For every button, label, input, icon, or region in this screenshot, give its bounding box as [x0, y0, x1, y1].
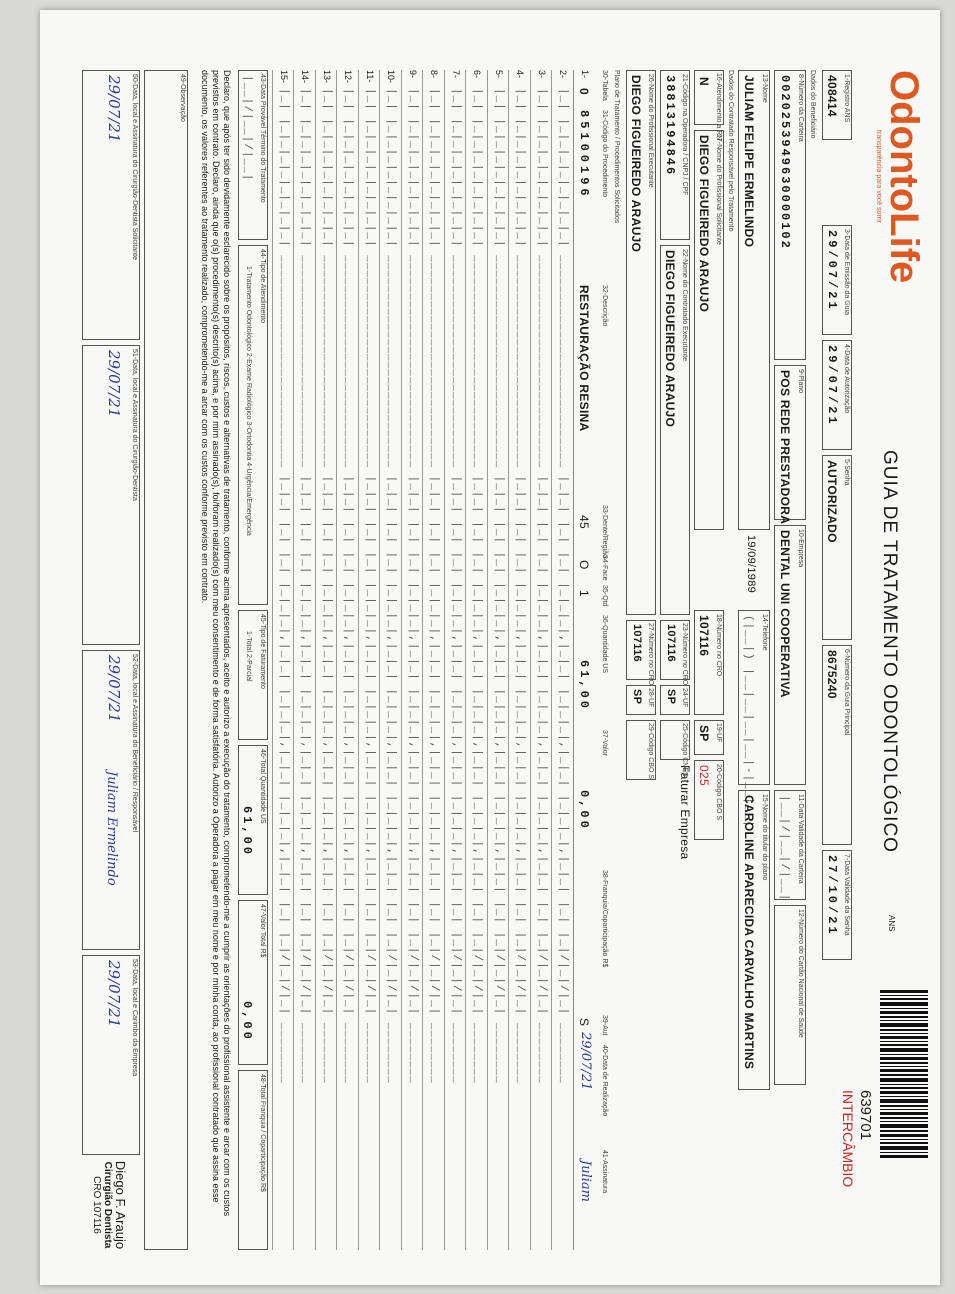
- section-contratado: Dados do Contratado Responsável pelo Tratamento: [727, 70, 734, 232]
- cnes-box[interactable]: 25-Código CNES: [660, 720, 690, 760]
- row-number: 7-: [451, 70, 461, 79]
- titular-box[interactable]: 15-Nome do titular do plano CAROLINE APARECIDA CARVALHO MARTINS: [738, 790, 770, 1090]
- table-row[interactable]: [530, 70, 551, 1250]
- declaracao-text: Declaro, que após ter sido devidamente esclarecido sobre os propósitos, riscos, custos e alternativas de tratamento, conforme acima apresentados, aceito e autorizo a execução do tratamento, comprometendo-me a cumprir as orientações do profissional assistente e arcar com os custos previstos em contrato. Declaro, ainda que o(s) procedimento(s) descrito(s) acima, e por mim assinado(s), foi/foram realizado(s) com meu consentimento e de forma satisfatória. Autorizo a Operadora a pagar em meu nome e por minha conta, ao profissional contratado que assina esse documento, os valores referentes ao tratamento realizado, comprometendo-me a arcar com os custos conforme previsto em contrato.: [200, 70, 232, 1217]
- validade-senha-box[interactable]: 7-Data Validade da Senha 27/10/21: [822, 850, 852, 960]
- sig50-box[interactable]: 50-Data, local e Assinatura do Cirurgião-Dentista Solicitante 29/07/21: [82, 70, 140, 340]
- uf3-box[interactable]: 28-UF SP: [626, 685, 656, 715]
- row-cells: |_| |_|_|_|_|_|_|_|_| ____________________________ |_|_| |_| |_| |_|_|_|,|_|_| |_|_|_|,|_|_| |_|_|_|,|_|_| |_| |_|/|_|/|_| ________: [364, 88, 376, 1084]
- row-cells: |_| |_|_|_|_|_|_|_|_| ____________________________ |_|_| |_| |_| |_|_|_|,|_|_| |_|_|_|,|_|_| |_|_|_|,|_|_| |_| |_|/|_|/|_| ________: [321, 88, 333, 1084]
- table-row[interactable]: [552, 70, 573, 1250]
- carteira-box[interactable]: 8-Número da Carteira 0020253949630000102: [774, 70, 806, 360]
- codigo-operadora-box[interactable]: 21-Código na Operadora / CNPJ / CPF 38813194846: [660, 70, 690, 240]
- row-cells: |_| |_|_|_|_|_|_|_|_| ____________________________ |_|_| |_| |_| |_|_|_|,|_|_| |_|_|_|,|_|_| |_|_|_|,|_|_| |_| |_|/|_|/|_| ________: [428, 88, 441, 1084]
- row-number: 3-: [537, 70, 547, 79]
- row-number: 2-: [558, 70, 569, 79]
- empresa-box[interactable]: 10-Empresa DENTAL UNI COOPERATIVA: [774, 525, 806, 785]
- table-row[interactable]: [423, 70, 444, 1250]
- table-row[interactable]: [315, 70, 336, 1250]
- table-row[interactable]: [444, 70, 465, 1250]
- ans-mark: ANS: [887, 915, 896, 932]
- row-cells: |_| |_|_|_|_|_|_|_|_| ____________________________ |_|_| |_| |_| |_|_|_|,|_|_| |_|_|_|,|_|_| |_|_|_|,|_|_| |_| |_|/|_|/|_| ________: [450, 88, 462, 1084]
- row-cells: |_| |_|_|_|_|_|_|_|_| ____________________________ |_|_| |_| |_| |_|_|_|,|_|_| |_|_|_|,|_|_| |_|_|_|,|_|_| |_| |_|/|_|/|_| ________: [342, 88, 355, 1084]
- sig51-box[interactable]: 51-Data, local e Assinatura do Cirurgião-Dentista 29/07/21: [82, 345, 140, 645]
- dentist-stamp: Diego F. Araujo Cirurgião Dentista CRO 107116: [91, 1160, 128, 1250]
- table-row[interactable]: [466, 70, 487, 1250]
- row-number: 8-: [429, 70, 440, 79]
- table-header: 30-Tabela 31-Código do Procedimento 32-Descrição 33-Dente/Região 34-Face 35-Qtd 36-Quantidade US 37-Valor 38-Franquia/Coparticipação R$ 39-Aut 40-Data de Realização 41-Assinatura: [601, 70, 608, 1194]
- rotated-form: [40, 10, 940, 1285]
- row-number: 5-: [494, 70, 504, 79]
- tipo-faturamento-box[interactable]: 45-Tipo de Faturamento 1-Total 2-Parcial: [238, 610, 268, 740]
- row-cells: |_| |_|_|_|_|_|_|_|_| ____________________________ |_|_| |_| |_| |_|_|_|,|_|_| |_|_|_|,|_|_| |_|_|_|,|_|_| |_| |_|/|_|/|_| ________: [471, 88, 484, 1084]
- row-cells: |_| |_|_|_|_|_|_|_|_| ____________________________ |_|_| |_| |_| |_|_|_|,|_|_| |_|_|_|,|_|_| |_|_|_|,|_|_| |_| |_|/|_|/|_| ________: [407, 88, 419, 1084]
- table-row[interactable]: [272, 70, 293, 1250]
- contratado-exec-box[interactable]: 22-Nome do Contratado Executante DIEGO FIGUEIREDO ARAUJO: [660, 245, 690, 615]
- validade-carteira-box[interactable]: 11-Data Validade da Carteira |__|/|__|/|__|: [774, 790, 806, 900]
- termino-box[interactable]: 43-Data Provável Término do Tratamento |__|/|__|/|__|: [238, 70, 268, 240]
- cro2-box[interactable]: 23-Número no CRO 107116: [660, 620, 690, 680]
- data-emissao-box[interactable]: 3-Data de Emissão da Guia 29/07/21: [822, 225, 852, 335]
- senha-box[interactable]: 5-Senha AUTORIZADO: [822, 455, 852, 640]
- row-number: 11-: [365, 70, 375, 83]
- cns-box[interactable]: 12-Número do Cartão Nacional de Saúde: [774, 905, 806, 1085]
- observacao-box[interactable]: 49-Observação: [144, 70, 188, 1250]
- table-row[interactable]: [487, 70, 508, 1250]
- rn-box[interactable]: 16-Atendimento a RN N: [694, 70, 724, 125]
- registro-ans-box: 1-Registro ANS 408414: [822, 70, 852, 140]
- row-number: 13-: [322, 70, 332, 84]
- row-cells: |_| |_|_|_|_|_|_|_|_| ____________________________ |_|_| |_| |_| |_|_|_|,|_|_| |_|_|_|,|_|_| |_|_|_|,|_|_| |_| |_|/|_|/|_| ________: [536, 88, 548, 1084]
- table-row[interactable]: [509, 70, 530, 1250]
- row-number: 4-: [515, 70, 526, 79]
- uf-box[interactable]: 19-UF SP: [694, 720, 724, 755]
- plano-box[interactable]: 9-Plano POS REDE PRESTADORA: [774, 365, 806, 520]
- form-sheet: [40, 10, 940, 1285]
- cbo-box[interactable]: 20-Código CBO S 025: [694, 760, 724, 840]
- uf2-box[interactable]: 24-UF SP: [660, 685, 690, 715]
- table-row[interactable]: [401, 70, 422, 1250]
- table-row[interactable]: [337, 70, 358, 1250]
- table-row[interactable]: [380, 70, 401, 1250]
- prof-exec-box[interactable]: 26-Nome do Profissional Executante DIEGO FIGUEIREDO ARAUJO: [626, 70, 656, 615]
- sig53-box[interactable]: 53-Data, local e Carimbo da Empresa 29/07/21: [82, 955, 140, 1155]
- section-beneficiario: Dados do Beneficiário: [809, 70, 816, 139]
- valor-total-box[interactable]: 47-Valor Total R$ 0,00: [238, 900, 268, 1065]
- prof-solicitante-box[interactable]: 17-Nome do Profissional Solicitante DIEGO FIGUEIREDO ARAUJO: [694, 130, 724, 530]
- cro-box[interactable]: 18-Número no CRO 107116: [694, 610, 724, 715]
- row-cells: |_| |_|_|_|_|_|_|_|_| ____________________________ |_|_| |_| |_| |_|_|_|,|_|_| |_|_|_|,|_|_| |_|_|_|,|_|_| |_| |_|/|_|/|_| ________: [493, 88, 505, 1084]
- data-autorizacao-box[interactable]: 4-Data de Autorização 29/07/21: [822, 340, 852, 450]
- row-number: 6-: [472, 70, 483, 79]
- row-number: 9-: [408, 70, 418, 79]
- nome-box[interactable]: 13-Nome JULIAM FELIPE ERMELINDO: [738, 70, 770, 530]
- row-cells: |_| |_|_|_|_|_|_|_|_| ____________________________ |_|_| |_| |_| |_|_|_|,|_|_| |_|_|_|,|_|_| |_|_|_|,|_|_| |_| |_|/|_|/|_| ________: [278, 88, 290, 1084]
- row-number: 10-: [386, 70, 397, 84]
- table-row[interactable]: 1- 0 85100196 RESTAURAÇÃO RESINA 45 O 1 61,00 0,00 S 29/07/21 Juliam: [573, 70, 594, 1250]
- row-cells: |_| |_|_|_|_|_|_|_|_| ____________________________ |_|_| |_| |_| |_|_|_|,|_|_| |_|_|_|,|_|_| |_|_|_|,|_|_| |_| |_|/|_|/|_| ________: [299, 88, 312, 1084]
- cro3-box[interactable]: 27-Número no CRO 107116: [626, 620, 656, 680]
- row-cells: |_| |_|_|_|_|_|_|_|_| ____________________________ |_|_| |_| |_| |_|_|_|,|_|_| |_|_|_|,|_|_| |_|_|_|,|_|_| |_| |_|/|_|/|_| ________: [385, 88, 398, 1084]
- odontolife-logo: OdontoLife: [882, 70, 926, 284]
- row-number: 14-: [300, 70, 311, 84]
- logo-tagline: transparência para você sorrir: [875, 130, 882, 223]
- table-row[interactable]: [294, 70, 315, 1250]
- section-plano: Plano de Tratamento / Procedimentos Solicitados: [613, 70, 620, 224]
- guide-number: 639701: [857, 1090, 874, 1141]
- cbo3-box[interactable]: 29-Código CBO S: [626, 720, 656, 780]
- nascimento: 19/09/1989: [745, 535, 757, 594]
- telefone-box[interactable]: 14-Telefone (|__|) |__|__|__|__|-|__|__|: [738, 610, 770, 785]
- row-number: 15-: [279, 70, 289, 84]
- row-number: 12-: [343, 70, 354, 84]
- total-us-box[interactable]: 46-Total Quantidade US 61,00: [238, 745, 268, 895]
- page-title: GUIA DE TRATAMENTO ODONTOLÓGICO: [879, 450, 900, 853]
- row-cells: |_| |_|_|_|_|_|_|_|_| ____________________________ |_|_| |_| |_| |_|_|_|,|_|_| |_|_|_|,|_|_| |_|_|_|,|_|_| |_| |_|/|_|/|_| ________: [557, 88, 570, 1084]
- row-cells: |_| |_|_|_|_|_|_|_|_| ____________________________ |_|_| |_| |_| |_|_|_|,|_|_| |_|_|_|,|_|_| |_|_|_|,|_|_| |_| |_|/|_|/|_| ________: [514, 88, 527, 1084]
- faturar-empresa: Faturar Empresa: [678, 765, 692, 860]
- tipo-atendimento-box[interactable]: 44-Tipo de Atendimento 1-Tratamento Odontológico 2-Exame Radiológico 3-Ortodontia 4-Urgência/Emergência: [238, 245, 268, 605]
- intercambio-stamp: INTERCÂMBIO: [840, 1090, 856, 1188]
- sig52-box[interactable]: 52-Data, local e Assinatura do Beneficiário / Responsável 29/07/21 Juliam Ermelindo: [82, 650, 140, 950]
- guia-principal-box[interactable]: 6-Número da Guia Principal 8675240: [822, 645, 852, 845]
- barcode: [880, 990, 928, 1160]
- table-row[interactable]: [358, 70, 379, 1250]
- total-franquia-box[interactable]: 48-Total Franquia / Coparticipação R$: [238, 1070, 268, 1250]
